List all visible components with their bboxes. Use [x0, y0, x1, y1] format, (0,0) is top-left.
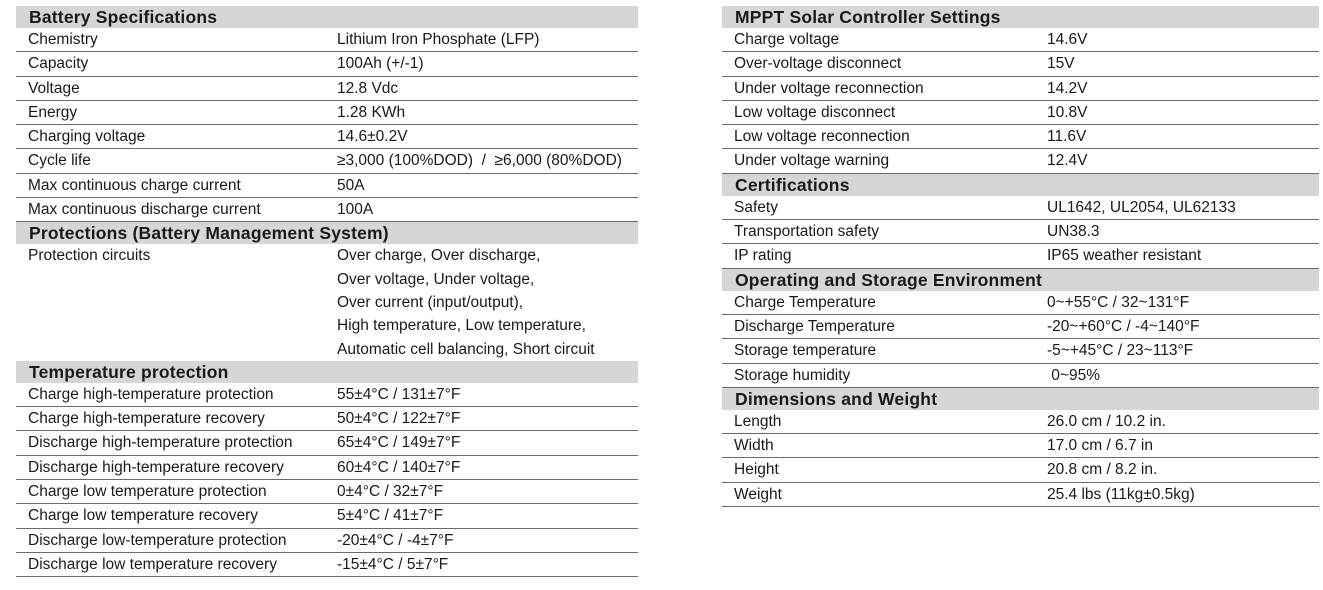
spec-value: 25.4 lbs (11kg±0.5kg)	[1047, 485, 1195, 503]
spec-row	[16, 480, 638, 504]
spec-label: Discharge low-temperature protection	[28, 531, 287, 549]
spec-value: 12.4V	[1047, 152, 1088, 170]
spec-label: Discharge low temperature recovery	[28, 555, 277, 573]
spec-value: 14.2V	[1047, 79, 1088, 97]
spec-row	[722, 101, 1319, 125]
spec-row	[16, 407, 638, 431]
spec-label: Length	[734, 412, 782, 430]
spec-row	[16, 198, 638, 222]
spec-row	[16, 77, 638, 101]
spec-row	[16, 504, 638, 528]
spec-row	[722, 77, 1319, 101]
spec-label: Charge Temperature	[734, 293, 876, 311]
spec-label: Width	[734, 437, 774, 455]
spec-label: Charge low temperature protection	[28, 483, 267, 501]
spec-label: Weight	[734, 485, 782, 503]
spec-row	[16, 456, 638, 480]
spec-label: Discharge high-temperature recovery	[28, 458, 284, 476]
spec-value-line: Over voltage, Under voltage,	[337, 270, 535, 288]
spec-label: Storage humidity	[734, 366, 851, 384]
spec-label: Protection circuits	[28, 247, 151, 265]
spec-value-line: Over current (input/output),	[337, 293, 524, 311]
section-header: Protections (Battery Management System)	[16, 222, 638, 244]
spec-value: 20.8 cm / 8.2 in.	[1047, 461, 1158, 479]
spec-label: Cycle life	[28, 152, 91, 170]
spec-row	[16, 431, 638, 455]
spec-row	[16, 28, 638, 52]
spec-value-list	[337, 244, 638, 360]
spec-value: Lithium Iron Phosphate (LFP)	[337, 31, 540, 48]
section-protections	[16, 222, 638, 360]
spec-label: Discharge high-temperature protection	[28, 434, 293, 452]
spec-row	[722, 291, 1319, 315]
spec-value: 60±4°C / 140±7°F	[337, 458, 461, 476]
spec-label: Storage temperature	[734, 342, 877, 360]
spec-row	[722, 220, 1319, 244]
spec-row	[16, 52, 638, 76]
spec-value: 11.6V	[1047, 128, 1087, 146]
spec-label: Voltage	[28, 79, 80, 97]
section-dimensions-weight	[722, 388, 1319, 507]
spec-value: 14.6±0.2V	[337, 128, 408, 146]
spec-value: ≥3,000 (100%DOD) / ≥6,000 (80%DOD)	[337, 152, 622, 170]
spec-value: 17.0 cm / 6.7 in	[1047, 437, 1153, 455]
spec-label: Height	[734, 461, 779, 479]
spec-value: IP65 weather resistant	[1047, 247, 1202, 265]
spec-value: 55±4°C / 131±7°F	[337, 385, 461, 403]
spec-row	[722, 410, 1319, 434]
spec-value: 15V	[1047, 55, 1075, 73]
right-spec-column	[722, 6, 1319, 507]
spec-row	[16, 553, 638, 577]
spec-value: 65±4°C / 149±7°F	[337, 434, 461, 452]
spec-label: Charging voltage	[28, 128, 146, 146]
spec-label: Charge high-temperature protection	[28, 385, 274, 403]
section-temperature-protection	[16, 361, 638, 577]
section-certifications	[722, 174, 1319, 269]
spec-value: 1.28 KWh	[337, 103, 406, 121]
spec-label: Transportation safety	[734, 223, 880, 241]
spec-label: Chemistry	[28, 31, 98, 48]
spec-row	[16, 244, 638, 360]
spec-row	[722, 458, 1319, 482]
spec-row	[722, 434, 1319, 458]
spec-value: 100Ah (+/-1)	[337, 55, 424, 73]
spec-value: 14.6V	[1047, 31, 1088, 48]
spec-value: -20~+60°C / -4~140°F	[1047, 317, 1200, 335]
section-header: Operating and Storage Environment	[722, 269, 1319, 291]
spec-row	[722, 339, 1319, 363]
spec-value-line: Automatic cell balancing, Short circuit	[337, 340, 595, 358]
spec-label: Charge high-temperature recovery	[28, 410, 265, 428]
spec-value: UN38.3	[1047, 223, 1100, 241]
spec-label: Discharge Temperature	[734, 317, 895, 335]
spec-row	[16, 149, 638, 173]
spec-label: Under voltage reconnection	[734, 79, 924, 97]
spec-label: Capacity	[28, 55, 89, 73]
spec-row	[16, 125, 638, 149]
spec-value: 10.8V	[1047, 103, 1088, 121]
left-spec-column	[16, 6, 638, 577]
spec-value: 0~95%	[1047, 366, 1101, 384]
spec-row	[16, 529, 638, 553]
spec-row	[722, 196, 1319, 220]
spec-row	[16, 101, 638, 125]
spec-row	[722, 149, 1319, 173]
spec-label: Under voltage warning	[734, 152, 890, 170]
spec-row	[16, 174, 638, 198]
spec-value: 12.8 Vdc	[337, 79, 399, 97]
spec-value: 50A	[337, 176, 365, 194]
section-header: Dimensions and Weight	[722, 388, 1319, 410]
spec-row	[722, 315, 1319, 339]
spec-value: 0±4°C / 32±7°F	[337, 483, 444, 501]
spec-value: 0~+55°C / 32~131°F	[1047, 293, 1190, 311]
spec-value: UL1642, UL2054, UL62133	[1047, 198, 1236, 216]
section-header: Temperature protection	[16, 361, 638, 383]
spec-value: 26.0 cm / 10.2 in.	[1047, 412, 1166, 430]
spec-label: IP rating	[734, 247, 792, 265]
spec-value: -5~+45°C / 23~113°F	[1047, 342, 1194, 360]
spec-row	[722, 364, 1319, 388]
spec-value: 50±4°C / 122±7°F	[337, 410, 461, 428]
spec-value: -20±4°C / -4±7°F	[337, 531, 454, 549]
section-battery-specifications	[16, 6, 638, 222]
spec-value-line: High temperature, Low temperature,	[337, 317, 586, 335]
spec-label: Safety	[734, 198, 778, 216]
spec-row	[722, 483, 1319, 507]
spec-row	[722, 52, 1319, 76]
spec-value-line: Over charge, Over discharge,	[337, 247, 541, 265]
spec-label: Charge low temperature recovery	[28, 507, 259, 525]
spec-label: Energy	[28, 103, 78, 121]
spec-row	[722, 125, 1319, 149]
spec-label: Over-voltage disconnect	[734, 55, 902, 73]
spec-label: Max continuous charge current	[28, 176, 241, 194]
spec-label: Low voltage disconnect	[734, 103, 896, 121]
spec-row	[722, 244, 1319, 268]
spec-value: -15±4°C / 5±7°F	[337, 555, 449, 573]
spec-value: 5±4°C / 41±7°F	[337, 507, 444, 525]
spec-label: Charge voltage	[734, 31, 840, 48]
spec-label: Max continuous discharge current	[28, 201, 261, 219]
section-header: Certifications	[722, 174, 1319, 196]
section-operating-environment	[722, 269, 1319, 388]
spec-label: Low voltage reconnection	[734, 128, 910, 146]
section-header: MPPT Solar Controller Settings	[722, 6, 1319, 28]
spec-row	[722, 28, 1319, 52]
spec-row	[16, 383, 638, 407]
section-mppt-settings	[722, 6, 1319, 174]
section-header: Battery Specifications	[16, 6, 638, 28]
spec-value: 100A	[337, 201, 374, 219]
